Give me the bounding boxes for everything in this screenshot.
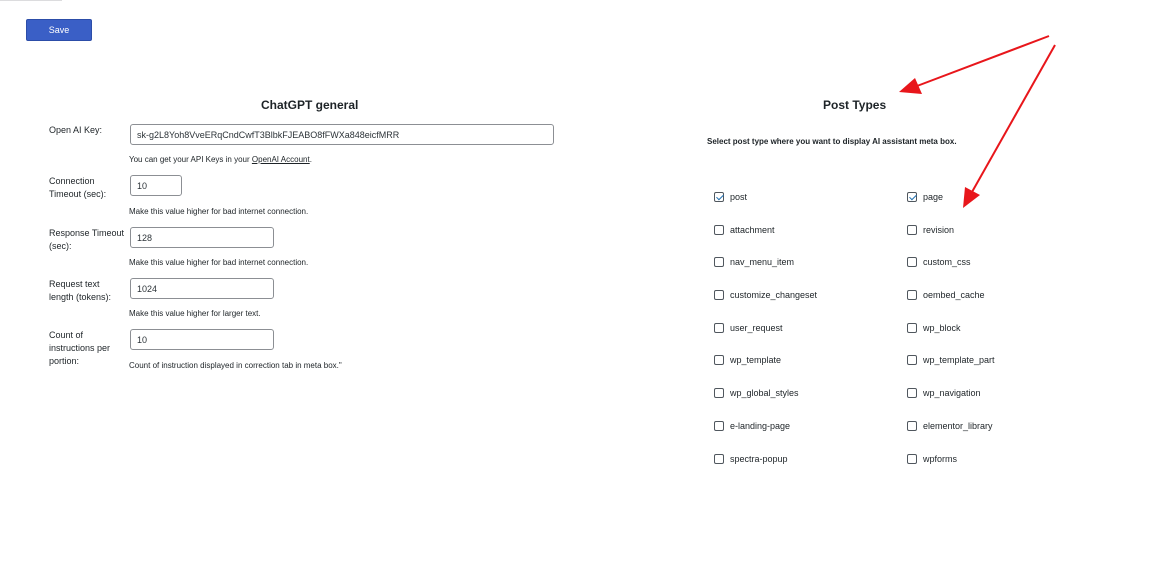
post-type-label: elementor_library	[923, 420, 993, 431]
open-ai-key-hint-text: You can get your API Keys in your	[129, 155, 252, 164]
post-type-label: wp_template_part	[923, 355, 995, 366]
post-type-checkbox[interactable]	[714, 454, 724, 464]
post-type-revision-option[interactable]	[907, 223, 1100, 237]
post-type-label: wp_block	[923, 322, 961, 333]
post-type-label: page	[923, 192, 944, 202]
top-divider	[0, 0, 62, 1]
post-type-wp-template-part-option[interactable]	[907, 353, 1100, 367]
arrow-to-title	[917, 36, 1049, 86]
open-ai-key-hint	[129, 155, 312, 164]
post-type-attachment-option[interactable]	[714, 223, 907, 237]
post-type-checkbox[interactable]	[907, 421, 917, 431]
instructions-count-input[interactable]	[130, 329, 274, 350]
post-type-checkbox[interactable]	[907, 225, 917, 235]
post-type-spectra-popup-option[interactable]	[714, 452, 907, 466]
post-type-oembed-cache-option[interactable]	[907, 288, 1100, 302]
post-type-checkbox[interactable]	[907, 323, 917, 333]
post-type-checkbox[interactable]	[714, 421, 724, 431]
open-ai-key-label: Open AI Key:	[49, 125, 103, 135]
post-type-label: custom_css	[923, 257, 971, 268]
post-type-checkbox[interactable]	[907, 192, 917, 202]
arrow-to-page	[972, 45, 1055, 192]
response-timeout-label: Response Timeout (sec):	[49, 228, 125, 251]
request-length-hint: Make this value higher for larger text.	[129, 309, 261, 318]
connection-timeout-hint: Make this value higher for bad internet connection.	[129, 207, 309, 216]
post-type-wp-navigation-option[interactable]	[907, 386, 1100, 400]
arrow-to-title-head	[899, 78, 922, 94]
post-type-checkbox[interactable]	[907, 257, 917, 267]
post-type-label: attachment	[730, 224, 775, 235]
open-ai-key-input[interactable]	[130, 124, 554, 145]
post-type-customize-changeset-option[interactable]	[714, 288, 907, 302]
post-type-label: user_request	[730, 322, 783, 333]
post-type-label: post	[730, 192, 748, 202]
general-section-title: ChatGPT general	[261, 98, 359, 112]
post-type-checkbox[interactable]	[714, 323, 724, 333]
post-type-label: nav_menu_item	[730, 257, 795, 268]
instructions-count-hint: Count of instruction displayed in correction tab in meta box."	[129, 361, 342, 370]
openai-account-link[interactable]: OpenAI Account	[251, 155, 310, 164]
post-type-checkbox[interactable]	[907, 355, 917, 365]
post-type-checkbox[interactable]	[907, 454, 917, 464]
post-type-checkbox[interactable]	[714, 355, 724, 365]
request-length-label: Request text length (tokens):	[49, 279, 112, 302]
post-type-checkbox[interactable]	[714, 388, 724, 398]
post-type-label: e-landing-page	[730, 420, 791, 431]
post-type-custom-css-option[interactable]	[907, 255, 1100, 269]
post-type-checkbox[interactable]	[714, 290, 724, 300]
post-type-wp-template-option[interactable]	[714, 353, 907, 367]
post-type-label: wp_template	[730, 355, 782, 366]
post-type-wp-global-styles-option[interactable]	[714, 386, 907, 400]
open-ai-key-hint-suffix: .	[309, 155, 312, 164]
post-type-checkbox[interactable]	[714, 257, 724, 267]
post-type-label: wp_global_styles	[730, 388, 799, 399]
response-timeout-input[interactable]	[130, 227, 274, 248]
post-type-e-landing-page-option[interactable]	[714, 419, 907, 433]
connection-timeout-input[interactable]	[130, 175, 182, 196]
post-type-post-option[interactable]	[714, 190, 907, 204]
post-type-wpforms-option[interactable]	[907, 452, 1100, 466]
post-type-nav-menu-item-option[interactable]	[714, 255, 907, 269]
post-type-checkbox[interactable]	[907, 290, 917, 300]
post-type-label: wpforms	[923, 453, 958, 464]
connection-timeout-label: Connection Timeout (sec):	[49, 176, 107, 199]
post-type-elementor-library-option[interactable]	[907, 419, 1100, 433]
instructions-count-label: Count of instructions per portion:	[49, 330, 111, 366]
post-type-label: oembed_cache	[923, 290, 985, 301]
post-type-page-option[interactable]	[907, 190, 1100, 204]
post-types-description: Select post type where you want to display AI assistant meta box.	[707, 137, 957, 146]
post-type-label: spectra-popup	[730, 453, 788, 464]
post-type-label: revision	[923, 224, 955, 235]
post-type-label: customize_changeset	[730, 290, 818, 301]
request-length-input[interactable]	[130, 278, 274, 299]
post-types-list	[714, 190, 1100, 484]
post-type-wp-block-option[interactable]	[907, 321, 1100, 335]
save-button[interactable]: Save	[26, 19, 92, 41]
post-type-label: wp_navigation	[923, 388, 981, 399]
post-type-checkbox[interactable]	[714, 192, 724, 202]
post-type-checkbox[interactable]	[907, 388, 917, 398]
post-type-user-request-option[interactable]	[714, 321, 907, 335]
post-type-checkbox[interactable]	[714, 225, 724, 235]
response-timeout-hint: Make this value higher for bad internet connection.	[129, 258, 309, 267]
post-types-title: Post Types	[823, 98, 887, 112]
